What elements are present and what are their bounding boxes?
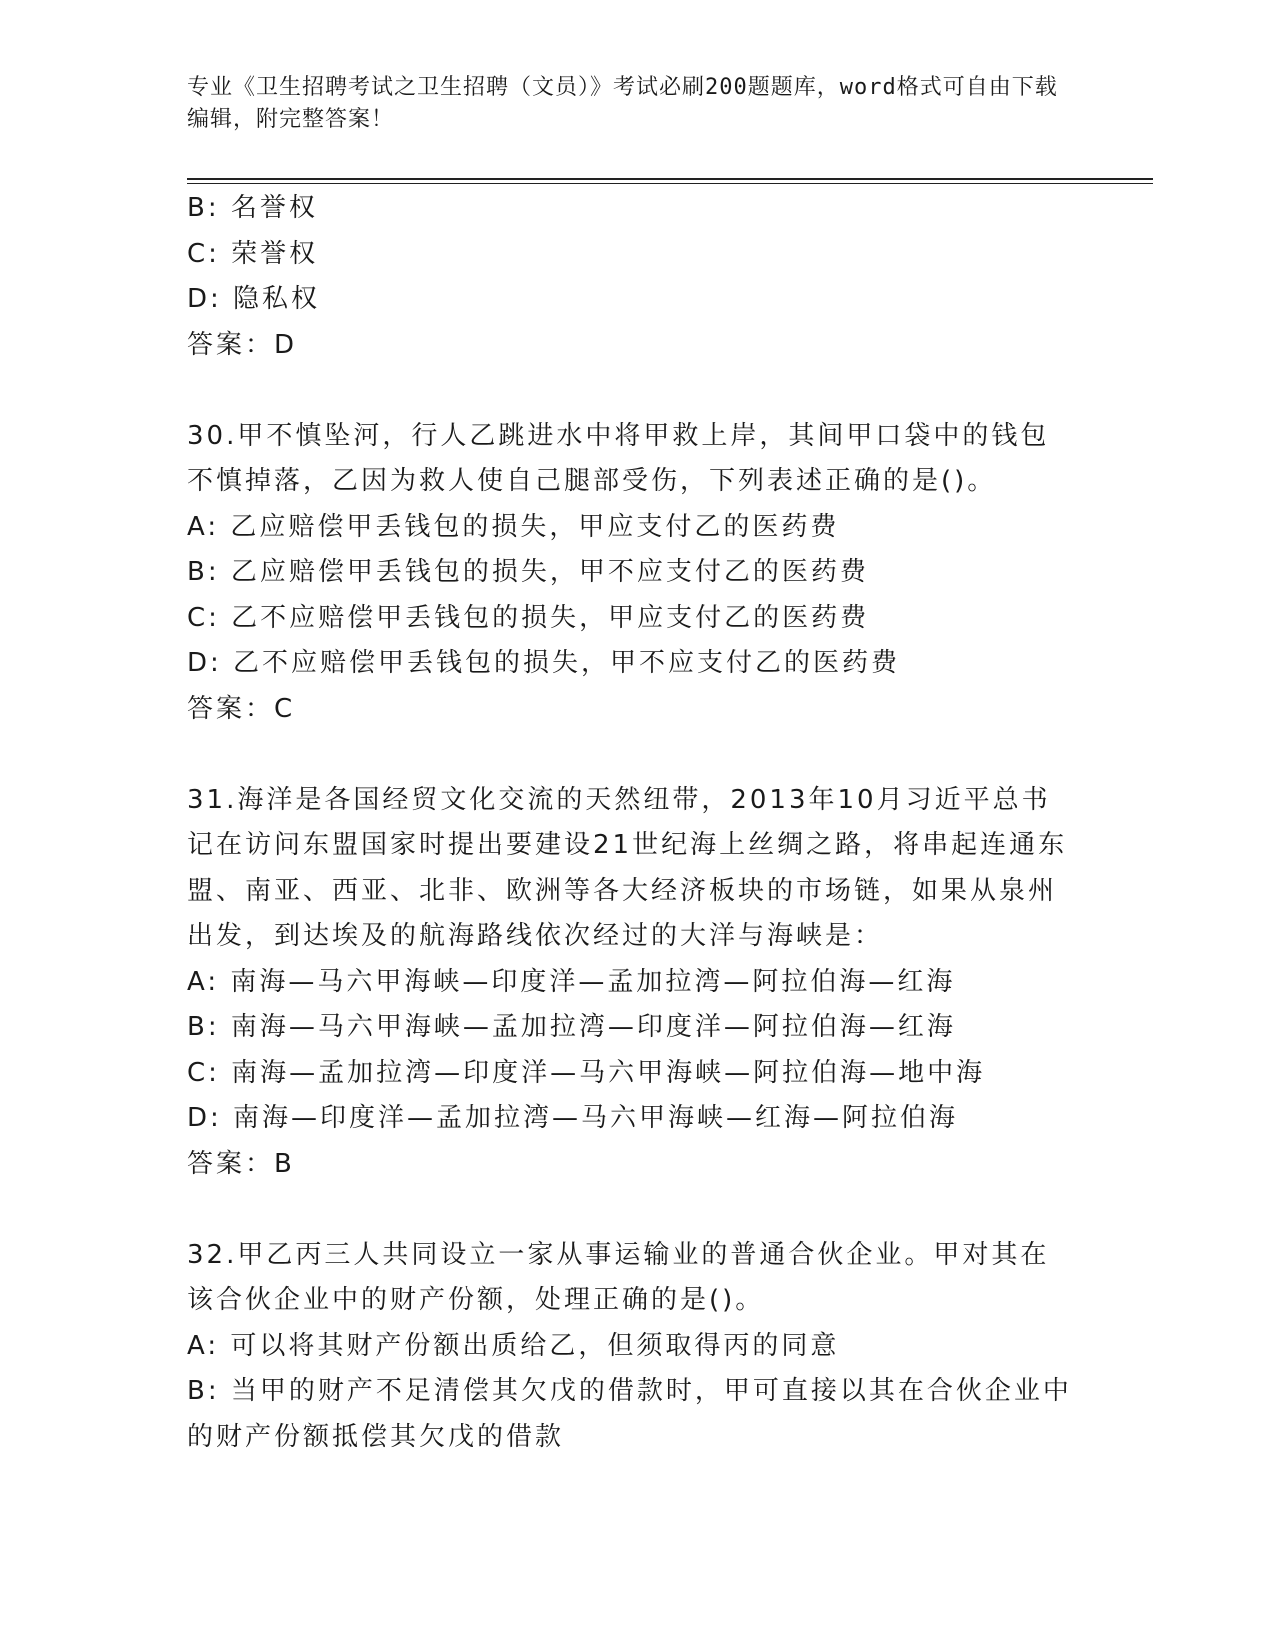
spacer bbox=[187, 732, 1077, 778]
question-31 bbox=[187, 778, 1077, 1188]
answer-line: 答案：B bbox=[187, 1148, 295, 1179]
option-d: D: 乙不应赔偿甲丢钱包的损失，甲不应支付乙的医药费 bbox=[187, 648, 901, 678]
answer-line: 答案：D bbox=[187, 329, 298, 360]
option-b: B: 南海—马六甲海峡—孟加拉湾—印度洋—阿拉伯海—红海 bbox=[187, 1012, 956, 1042]
option-c: C: 乙不应赔偿甲丢钱包的损失，甲应支付乙的医药费 bbox=[187, 602, 870, 633]
answer-line: 答案：C bbox=[187, 693, 296, 724]
spacer bbox=[187, 1187, 1077, 1233]
option-d: D: 南海—印度洋—孟加拉湾—马六甲海峡—红海—阿拉伯海 bbox=[187, 1103, 959, 1133]
option-d: D: 隐私权 bbox=[187, 284, 321, 314]
question-stem: 32.甲乙丙三人共同设立一家从事运输业的普通合伙企业。甲对其在该合伙企业中的财产份额，处理正确的是()。 bbox=[187, 1239, 1050, 1315]
option-b: B: 乙应赔偿甲丢钱包的损失，甲不应支付乙的医药费 bbox=[187, 557, 869, 587]
question-29-continuation bbox=[187, 186, 1077, 368]
question-stem: 30.甲不慎坠河，行人乙跳进水中将甲救上岸，其间甲口袋中的钱包不慎掉落，乙因为救人使自己腿部受伤，下列表述正确的是()。 bbox=[187, 420, 1050, 496]
header-rule-thick bbox=[187, 178, 1153, 180]
option-b: B: 名誉权 bbox=[187, 193, 318, 223]
option-c: C: 荣誉权 bbox=[187, 238, 319, 269]
question-stem: 31.海洋是各国经贸文化交流的天然纽带，2013年10月习近平总书记在访问东盟国家时提出要建设21世纪海上丝绸之路，将串起连通东盟、南亚、西亚、北非、欧洲等各大经济板块的市场链，如果从泉州出发，到达埃及的航海路线依次经过的大洋与海峡是： bbox=[187, 784, 1068, 951]
option-a: A: 南海—马六甲海峡—印度洋—孟加拉湾—阿拉伯海—红海 bbox=[187, 966, 956, 997]
option-a: A: 乙应赔偿甲丢钱包的损失，甲应支付乙的医药费 bbox=[187, 511, 840, 542]
option-b: B: 当甲的财产不足清偿其欠戊的借款时，甲可直接以其在合伙企业中的财产份额抵偿其欠戊的借款 bbox=[187, 1376, 1072, 1452]
header-text: 专业《卫生招聘考试之卫生招聘（文员）》考试必刷200题题库，word格式可自由下载编辑，附完整答案！ bbox=[187, 75, 1058, 132]
document-body bbox=[187, 186, 1077, 1460]
header-rule-thin bbox=[187, 183, 1153, 184]
question-32 bbox=[187, 1233, 1077, 1461]
option-c: C: 南海—孟加拉湾—印度洋—马六甲海峡—阿拉伯海—地中海 bbox=[187, 1057, 986, 1088]
spacer bbox=[187, 368, 1077, 414]
document-header bbox=[187, 72, 1067, 136]
option-a: A: 可以将其财产份额出质给乙，但须取得丙的同意 bbox=[187, 1330, 840, 1361]
question-30 bbox=[187, 414, 1077, 733]
